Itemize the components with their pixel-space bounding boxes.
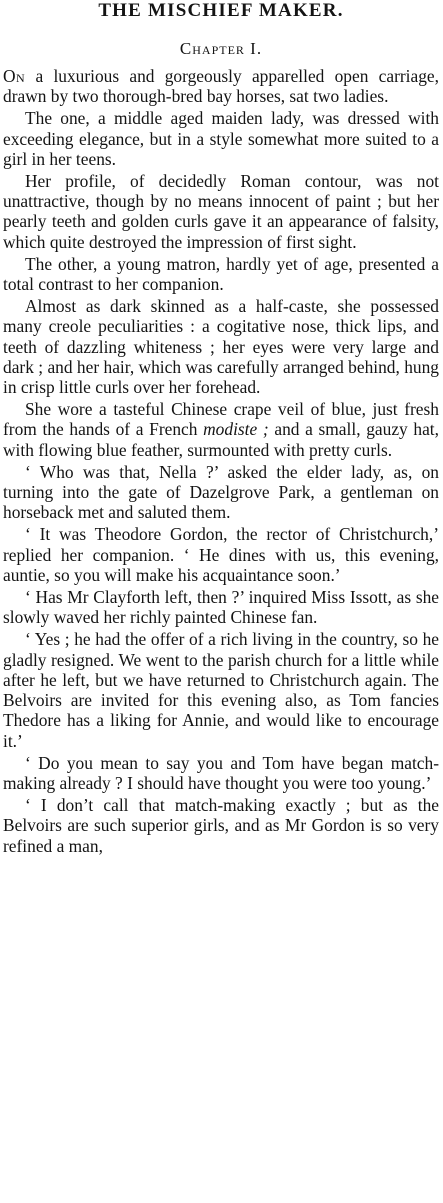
newspaper-page bbox=[3, 0, 439, 1203]
paragraph-5: Almost as dark skinned as a half-caste, she possessed many creole peculiarities : a cogitative nose, thick lips, and teeth of dazzling whiteness ; her eyes were very large and dark ; and her hair, which was carefully arranged behind, hung in crisp little curls over her forehead. bbox=[3, 296, 439, 398]
paragraph-6-text-a: She wore a tasteful Chinese crape veil of blue, just fresh from the hands of a French bbox=[3, 399, 439, 440]
paragraph-8: ‘ It was Theodore Gordon, the rector of Christchurch,’ replied her companion. ‘ He dines with us, this evening, auntie, so you will make his acquaintance soon.’ bbox=[3, 524, 439, 585]
paragraph-6-text-b: and a small, gauzy hat, with flowing blue feather, surmounted with pretty curls. bbox=[3, 419, 439, 460]
paragraph-3: Her profile, of decidedly Roman contour, was not unattractive, though by no means innocent of paint ; but her pearly teeth and golden curls gave it an appearance of falsity, which quite destroyed the impression of first sight. bbox=[3, 171, 439, 252]
opening-word: On bbox=[3, 66, 26, 86]
paragraph-10: ‘ Yes ; he had the offer of a rich living in the country, so he gladly resigned. We went to the parish church for a little while after he left, but we have returned to Christchurch again. The Belvoirs are invited for this evening also, as Tom fancies Thedore has a liking for Annie, and would like to encourage it.’ bbox=[3, 629, 439, 751]
paragraph-11: ‘ Do you mean to say you and Tom have began match-making already ? I should have thought you were too young.’ bbox=[3, 752, 439, 793]
paragraph-2: The one, a middle aged maiden lady, was dressed with exceeding elegance, but in a style somewhat more suited to a girl in her teens. bbox=[3, 108, 439, 169]
story-title: THE MISCHIEF MAKER. bbox=[98, 0, 344, 21]
paragraph-7: ‘ Who was that, Nella ?’ asked the elder lady, as, on turning into the gate of Dazelgrove Park, a gentleman on horseback met and saluted them. bbox=[3, 461, 439, 523]
chapter-heading: Chapter I. bbox=[179, 39, 263, 58]
paragraph-1 bbox=[3, 66, 439, 106]
paragraph-9: ‘ Has Mr Clayforth left, then ?’ inquired Miss Issott, as she slowly waved her richly painted Chinese fan. bbox=[3, 587, 439, 628]
paragraph-1-text: a luxurious and gorgeously apparelled open carriage, drawn by two thorough-bred bay horses, sat two ladies. bbox=[3, 66, 439, 107]
paragraph-12: ‘ I don’t call that match-making exactly ; but as the Belvoirs are such superior girls, and as Mr Gordon is so very refined a man, bbox=[3, 795, 439, 856]
story-body bbox=[3, 66, 439, 856]
paragraph-6 bbox=[3, 399, 439, 460]
paragraph-4: The other, a young matron, hardly yet of age, presented a total contrast to her companion. bbox=[3, 253, 439, 295]
paragraph-6-italic: modiste ; bbox=[203, 419, 269, 440]
